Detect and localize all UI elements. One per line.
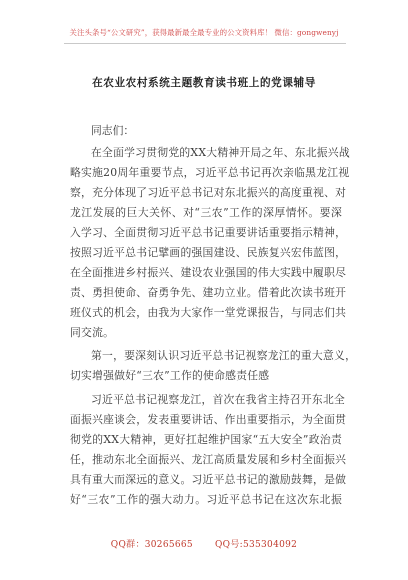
paragraph-line: 略实施20周年重要节点，习近平总书记再次亲临黑龙江视 [70,166,350,179]
paragraph-line: 班仪式的机会，由我为大家作一堂党课报告，与同志们共 [70,306,347,319]
paragraph-line: 按照习近平总书记擘画的强国建设、民族复兴宏伟蓝图， [70,246,347,259]
header-divider [64,43,346,44]
paragraph-line: 在全面推进乡村振兴、建设农业强国的伟大实践中履职尽 [70,266,347,279]
footer-contact [0,537,408,550]
header-banner: 关注头条号“公文研究”，获得最新最全最专业的公文资料库！ 微信：gongwenyj [69,28,339,37]
paragraph-line: 任，推动东北全面振兴、龙江高质量发展和乡村全面振兴 [70,453,347,466]
paragraph-line: 入学习、全面贯彻习近平总书记重要讲话重要指示精神， [70,226,347,239]
paragraph-line: 在全面学习贯彻党的XX大精神开局之年、东北振兴战 [91,146,350,159]
paragraph-line: 彻党的XX大精神，更好扛起维护国家“五大安全”政治责 [70,433,342,446]
paragraph-line: 龙江发展的巨大关怀、对“三农”工作的深厚情怀。要深 [70,206,342,219]
section-heading-line: 切实增强做好“三农”工作的使命感责任感 [70,369,270,382]
paragraph-line: 察，充分体现了习近平总书记对东北振兴的高度重视、对 [70,186,347,199]
paragraph-line: 责、勇担使命、奋勇争先、建功立业。借着此次读书班开 [70,286,347,299]
salutation: 同志们： [91,124,135,137]
footer-qq-number: QQ号:535304092 [214,540,298,550]
section-heading-line: 第一，要深刻认识习近平总书记视察龙江的重大意义， [91,349,357,362]
paragraph-line: 好“三农”工作的强大动力。习近平总书记在这次东北振 [70,493,342,506]
footer-qq-group: QQ群：30265665 [110,540,193,550]
paragraph-line: 同交流。 [70,326,115,339]
paragraph-line: 习近平总书记视察龙江，首次在我省主持召开东北全 [91,393,346,406]
document-title: 在农业农村系统主题教育读书班上的党课辅导 [92,77,316,89]
paragraph-line: 面振兴座谈会，发表重要讲话、作出重要指示，为全面贯 [70,413,347,426]
paragraph-line: 具有重大而深远的意义。习近平总书记的激励鼓舞，是做 [70,473,347,486]
